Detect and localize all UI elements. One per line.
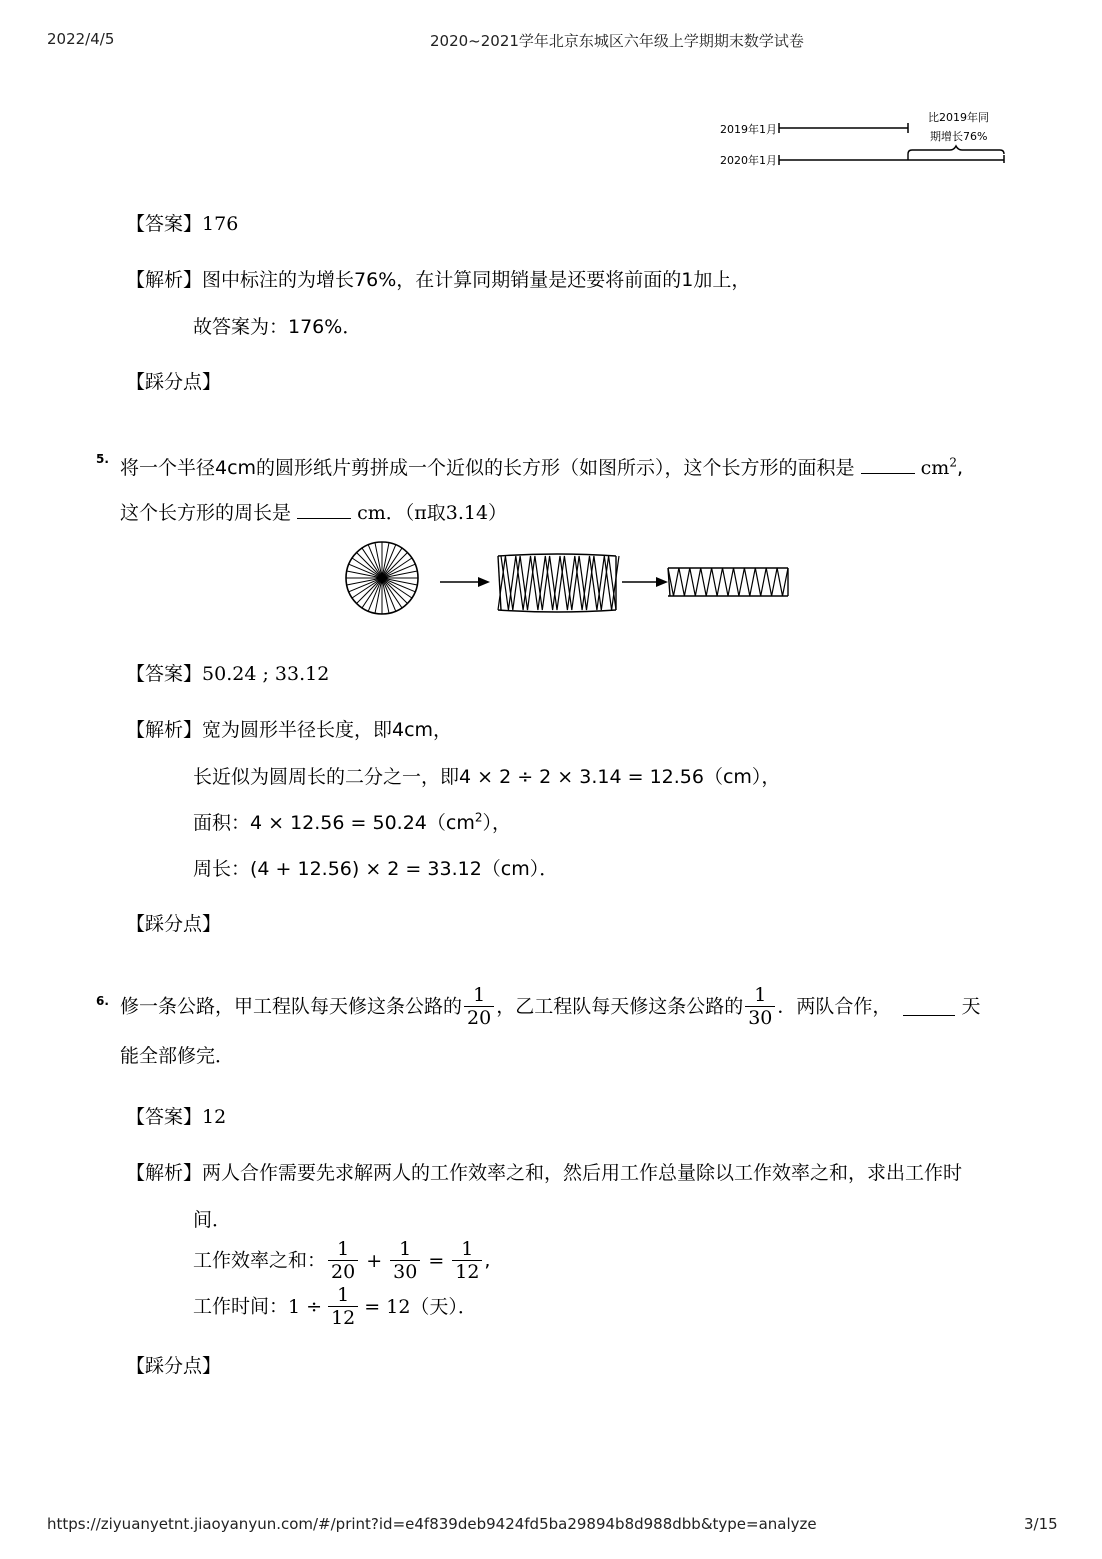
q6-efficiency-line (193, 1238, 490, 1283)
rectangle-approx-2 (668, 568, 788, 596)
q4-answer (126, 212, 238, 236)
question-text-2: ，乙工程队每天修这条公路的 (496, 995, 744, 1018)
growth-note-line1: 比2019年同 (928, 111, 989, 124)
line-end: , (956, 457, 963, 479)
sectored-circle (346, 542, 418, 614)
efficiency-label: 工作效率之和： (193, 1249, 327, 1272)
header-title: 2020~2021学年北京东城区六年级上学期期末数学试卷 (430, 32, 804, 50)
question-text-end: cm．（π取3.14） (357, 502, 508, 524)
question-text-4: 天 (961, 995, 981, 1018)
question-text: 这个长方形的周长是 (120, 502, 292, 524)
q6-score-label: 【踩分点】 (126, 1355, 222, 1377)
header-date: 2022/4/5 (47, 30, 115, 48)
unit-sup: 2 (949, 455, 957, 470)
answer-value: 12 (202, 1106, 227, 1128)
unit-cm: cm (920, 457, 950, 479)
equals-sign: = (428, 1249, 445, 1272)
analysis-label: 【解析】 (126, 719, 203, 741)
growth-bars-graphic (770, 118, 1010, 168)
arrow-1 (440, 577, 490, 587)
frac-num: 1 (754, 984, 767, 1006)
answer-blank-area (861, 455, 915, 474)
q6-number: 6. (96, 994, 109, 1008)
answer-blank-days (903, 997, 955, 1016)
fraction-1-12 (328, 1284, 358, 1329)
answer-blank-perimeter (297, 500, 351, 519)
answer-label: 【答案】 (126, 663, 203, 685)
answer-value: 50.24 ; 33.12 (202, 663, 330, 685)
q6-analysis-line1 (126, 1161, 962, 1185)
frac-den: 12 (452, 1260, 482, 1283)
frac-num: 1 (399, 1238, 412, 1260)
q6-question-line1 (120, 984, 981, 1029)
question-text-3: ．两队合作， (777, 995, 892, 1018)
q6-question-line2: 能全部修完． (120, 1045, 235, 1067)
analysis-text: 两人合作需要先求解两人的工作效率之和，然后用工作总量除以工作效率之和，求出工作时 (202, 1162, 963, 1184)
analysis-text: 宽为圆形半径长度，即4cm， (202, 719, 453, 741)
answer-value: 176 (202, 213, 239, 235)
frac-den: 30 (390, 1260, 420, 1283)
frac-num: 1 (461, 1238, 474, 1260)
question-text: 将一个半径4cm的圆形纸片剪拼成一个近似的长方形（如图所示），这个长方形的面积是 (120, 457, 855, 479)
plus-sign: + (366, 1249, 383, 1272)
q6-answer (126, 1105, 226, 1129)
fraction-1-30 (390, 1238, 420, 1283)
fraction-1-12 (452, 1238, 482, 1283)
label-2019: 2019年1月 (720, 123, 777, 136)
frac-num: 1 (337, 1284, 350, 1306)
area-end: ）， (482, 812, 511, 834)
fraction-1-20 (464, 984, 494, 1029)
frac-num: 1 (337, 1238, 350, 1260)
arrow-2 (622, 577, 668, 587)
question-text: 修一条公路，甲工程队每天修这条公路的 (120, 995, 463, 1018)
q5-analysis-line4: 周长：(4 + 12.56) × 2 = 33.12（cm）． (193, 858, 559, 880)
footer-url[interactable]: https://ziyuanyetnt.jiaoyanyun.com/#/print?id=e4f839deb9424fd5ba29894b8d988dbb&type=analyze (47, 1515, 817, 1533)
q4-analysis-line2: 故答案为：176%． (193, 316, 362, 338)
q5-number: 5. (96, 452, 109, 466)
analysis-text: 图中标注的为增长76%，在计算同期销量是还要将前面的1加上， (202, 269, 751, 291)
analysis-label: 【解析】 (126, 269, 203, 291)
answer-label: 【答案】 (126, 213, 203, 235)
analysis-label: 【解析】 (126, 1162, 203, 1184)
growth-note-line2: 期增长76% (930, 130, 988, 143)
q6-analysis-line2: 间． (193, 1209, 232, 1231)
frac-num: 1 (473, 984, 486, 1006)
footer-page-number: 3/15 (1024, 1515, 1058, 1533)
q5-analysis-line2: 长近似为圆周长的二分之一，即4 × 2 ÷ 2 × 3.14 = 12.56（cm）， (193, 766, 781, 788)
q5-answer (126, 662, 329, 686)
frac-den: 12 (328, 1306, 358, 1329)
frac-den: 20 (464, 1006, 494, 1029)
q4-score-label: 【踩分点】 (126, 371, 222, 393)
line-end: , (484, 1249, 491, 1272)
q5-question-line2 (120, 500, 507, 525)
q6-time-line (193, 1284, 477, 1329)
frac-den: 30 (745, 1006, 775, 1029)
q5-score-label: 【踩分点】 (126, 913, 222, 935)
q5-question-line1 (120, 455, 963, 480)
area-sup: 2 (474, 810, 483, 825)
area-text: 面积：4 × 12.56 = 50.24（cm (193, 812, 475, 834)
frac-den: 20 (328, 1260, 358, 1283)
time-label: 工作时间： (193, 1295, 289, 1318)
q5-analysis-line1 (126, 718, 452, 742)
label-2020: 2020年1月 (720, 154, 777, 167)
rectangle-approx-1 (498, 554, 619, 612)
q5-analysis-line3 (193, 811, 511, 835)
circle-to-rectangle-figure (340, 538, 800, 618)
fraction-1-20 (328, 1238, 358, 1283)
time-expr-a: 1 ÷ (288, 1295, 323, 1318)
answer-label: 【答案】 (126, 1106, 203, 1128)
fraction-1-30 (745, 984, 775, 1029)
q4-analysis-line1 (126, 268, 750, 292)
time-expr-b: = 12（天）． (364, 1295, 477, 1318)
